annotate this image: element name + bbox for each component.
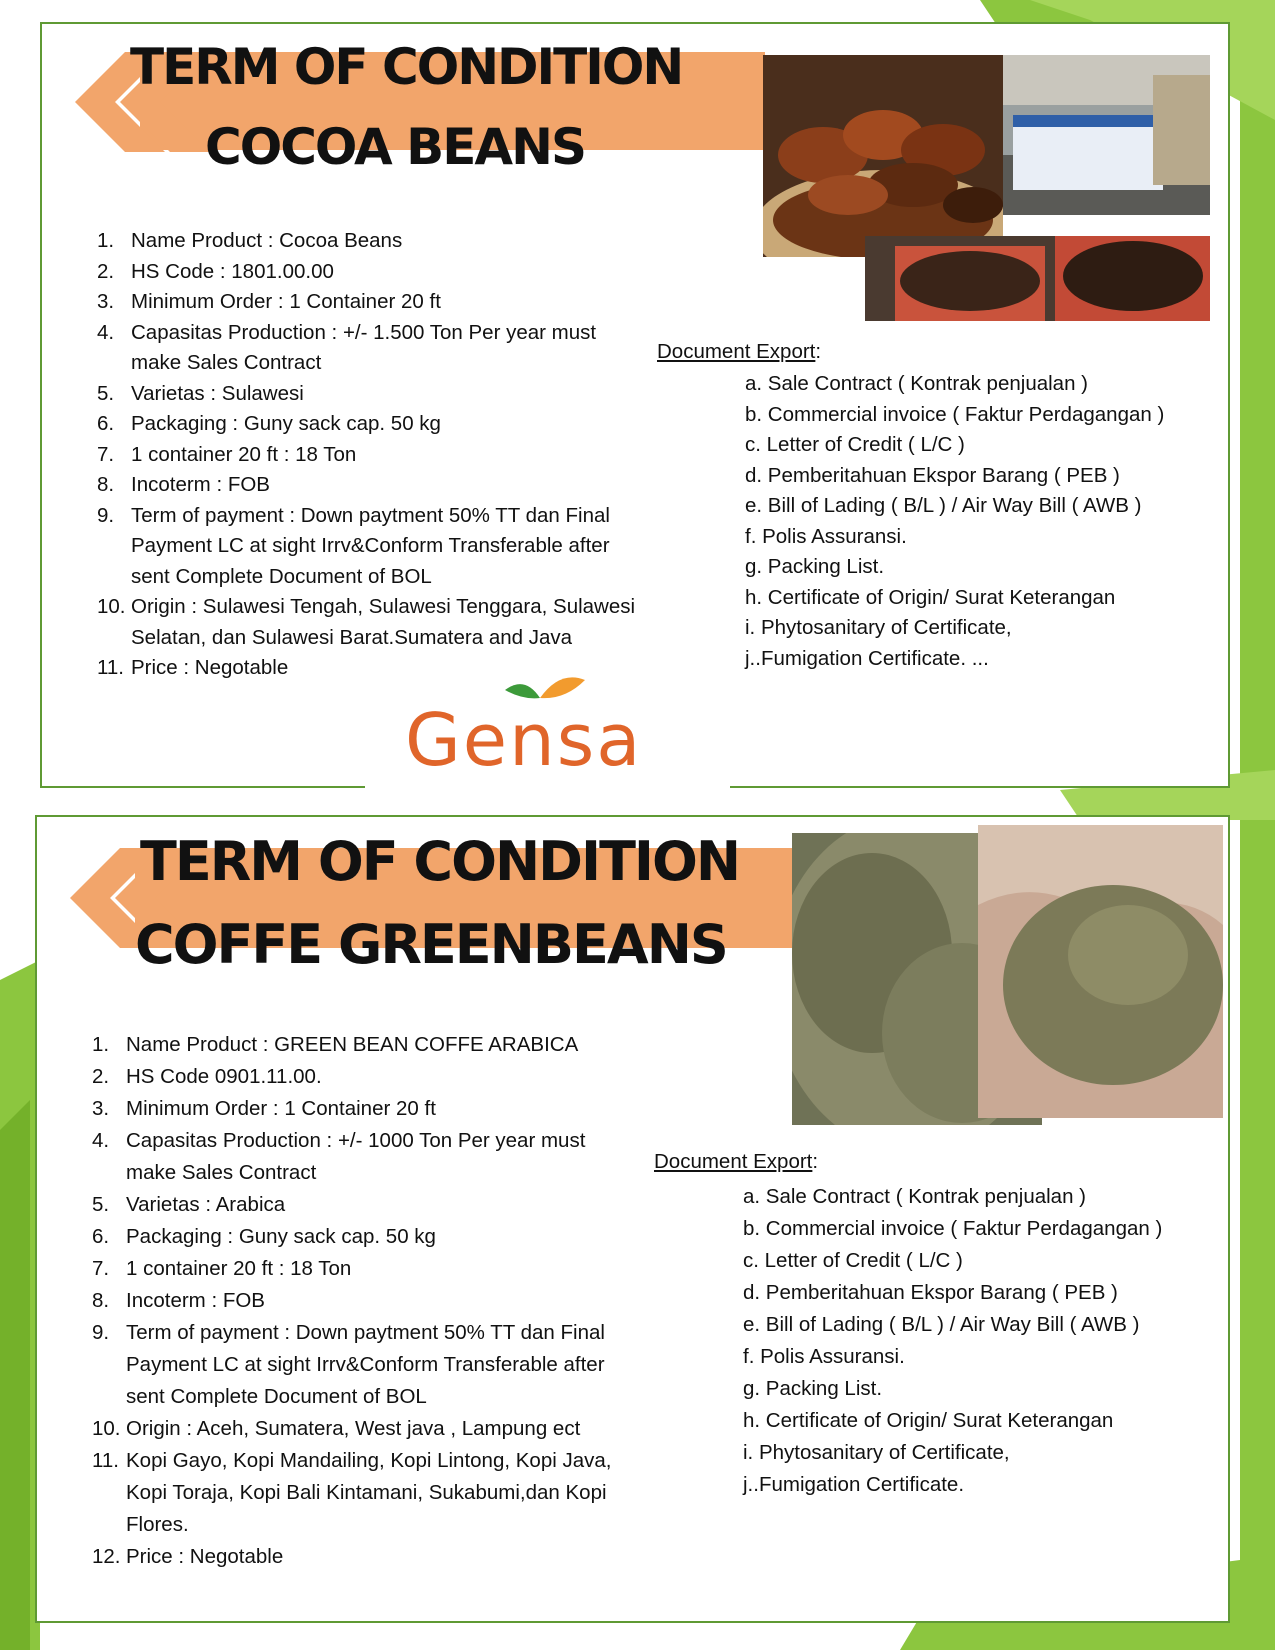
list-item: 2. HS Code 0901.11.00. (92, 1065, 322, 1088)
list-item: g. Packing List. (743, 1377, 883, 1400)
cocoa-beans-tray-photo (865, 236, 1210, 321)
list-item: h. Certificate of Origin/ Surat Keterangan (745, 585, 1116, 609)
list-item: 8. Incoterm : FOB (92, 1289, 265, 1312)
list-item: 7. 1 container 20 ft : 18 Ton (92, 1257, 352, 1280)
list-item: 5. Varietas : Sulawesi (97, 381, 304, 405)
list-item: 10. Origin : Aceh, Sumatera, West java , Lampung ect (92, 1417, 581, 1440)
list-item: c. Letter of Credit ( L/C ) (745, 433, 965, 456)
list-item: 7. 1 container 20 ft : 18 Ton (97, 442, 357, 466)
green-coffee-palm-photo (978, 825, 1223, 1118)
list-item: 11. Kopi Gayo, Kopi Mandailing, Kopi Lintong, Kopi Java, Kopi Toraja, Kopi Bali Kintamani, Sukabumi,dan Kopi Flores. (92, 1449, 612, 1536)
list-item: f. Polis Assuransi. (745, 524, 907, 548)
list-item: c. Letter of Credit ( L/C ) (743, 1249, 963, 1272)
list-item: 1. Name Product : GREEN BEAN COFFE ARABICA (92, 1033, 579, 1056)
list-item: e. Bill of Lading ( B/L ) / Air Way Bill ( AWB ) (745, 494, 1142, 517)
list-item: 12. Price : Negotable (92, 1545, 284, 1568)
cocoa-pods-photo (763, 55, 1003, 257)
cocoa-document-export-title: Document Export: (657, 340, 822, 363)
coffee-title-line2: COFFE GREENBEANS (135, 913, 727, 976)
list-item: 4. Capasitas Production : +/- 1.500 Ton Per year must make Sales Contract (97, 320, 597, 374)
list-item: 9. Term of payment : Down paytment 50% TT dan Final Payment LC at sight Irrv&Conform Transferable after sent Complete Document of BOL (97, 503, 610, 588)
list-item: b. Commercial invoice ( Faktur Perdagangan ) (745, 402, 1165, 426)
logo-text: Gensa (405, 698, 643, 782)
list-item: d. Pemberitahuan Ekspor Barang ( PEB ) (745, 463, 1120, 487)
list-item: 5. Varietas : Arabica (92, 1193, 286, 1216)
list-item: f. Polis Assuransi. (743, 1345, 905, 1368)
list-item: 9. Term of payment : Down paytment 50% TT dan Final Payment LC at sight Irrv&Conform Transferable after sent Complete Document of BOL (92, 1321, 605, 1408)
coffee-document-export-title: Document Export: (654, 1150, 819, 1173)
list-item: b. Commercial invoice ( Faktur Perdagangan ) (743, 1217, 1163, 1240)
cocoa-export-photo (1003, 55, 1210, 215)
coffee-title-line1: TERM OF CONDITION (140, 830, 740, 893)
gensa-logo (365, 670, 730, 790)
list-item: 6. Packaging : Guny sack cap. 50 kg (92, 1225, 436, 1248)
list-item: g. Packing List. (745, 555, 885, 578)
list-item: 3. Minimum Order : 1 Container 20 ft (92, 1097, 436, 1120)
list-item: i. Phytosanitary of Certificate, (745, 616, 1012, 639)
list-item: d. Pemberitahuan Ekspor Barang ( PEB ) (743, 1281, 1118, 1304)
list-item: e. Bill of Lading ( B/L ) / Air Way Bill ( AWB ) (743, 1313, 1140, 1336)
list-item: 2. HS Code : 1801.00.00 (97, 259, 334, 283)
list-item: 11. Price : Negotable (97, 656, 289, 679)
cocoa-terms-list (97, 226, 637, 684)
cocoa-title-line2: COCOA BEANS (205, 118, 585, 176)
list-item: 1. Name Product : Cocoa Beans (97, 229, 403, 252)
list-item: 8. Incoterm : FOB (97, 473, 270, 496)
list-item: 6. Packaging : Guny sack cap. 50 kg (97, 412, 441, 435)
list-item: 4. Capasitas Production : +/- 1000 Ton Per year must make Sales Contract (92, 1129, 586, 1184)
cocoa-title-line1: TERM OF CONDITION (130, 38, 683, 96)
list-item: a. Sale Contract ( Kontrak penjualan ) (743, 1185, 1086, 1208)
list-item: a. Sale Contract ( Kontrak penjualan ) (745, 372, 1088, 395)
list-item: j..Fumigation Certificate. ... (745, 646, 989, 670)
list-item: i. Phytosanitary of Certificate, (743, 1441, 1010, 1464)
coffee-terms-list (92, 1029, 632, 1573)
list-item: j..Fumigation Certificate. (743, 1473, 965, 1496)
list-item: 10. Origin : Sulawesi Tengah, Sulawesi Tenggara, Sulawesi Selatan, dan Sulawesi Barat.Sumatera and Java (97, 595, 636, 649)
coffee-document-list (743, 1181, 1162, 1501)
list-item: h. Certificate of Origin/ Surat Keterangan (743, 1409, 1114, 1432)
list-item: 3. Minimum Order : 1 Container 20 ft (97, 290, 441, 313)
cocoa-document-list (745, 369, 1164, 674)
